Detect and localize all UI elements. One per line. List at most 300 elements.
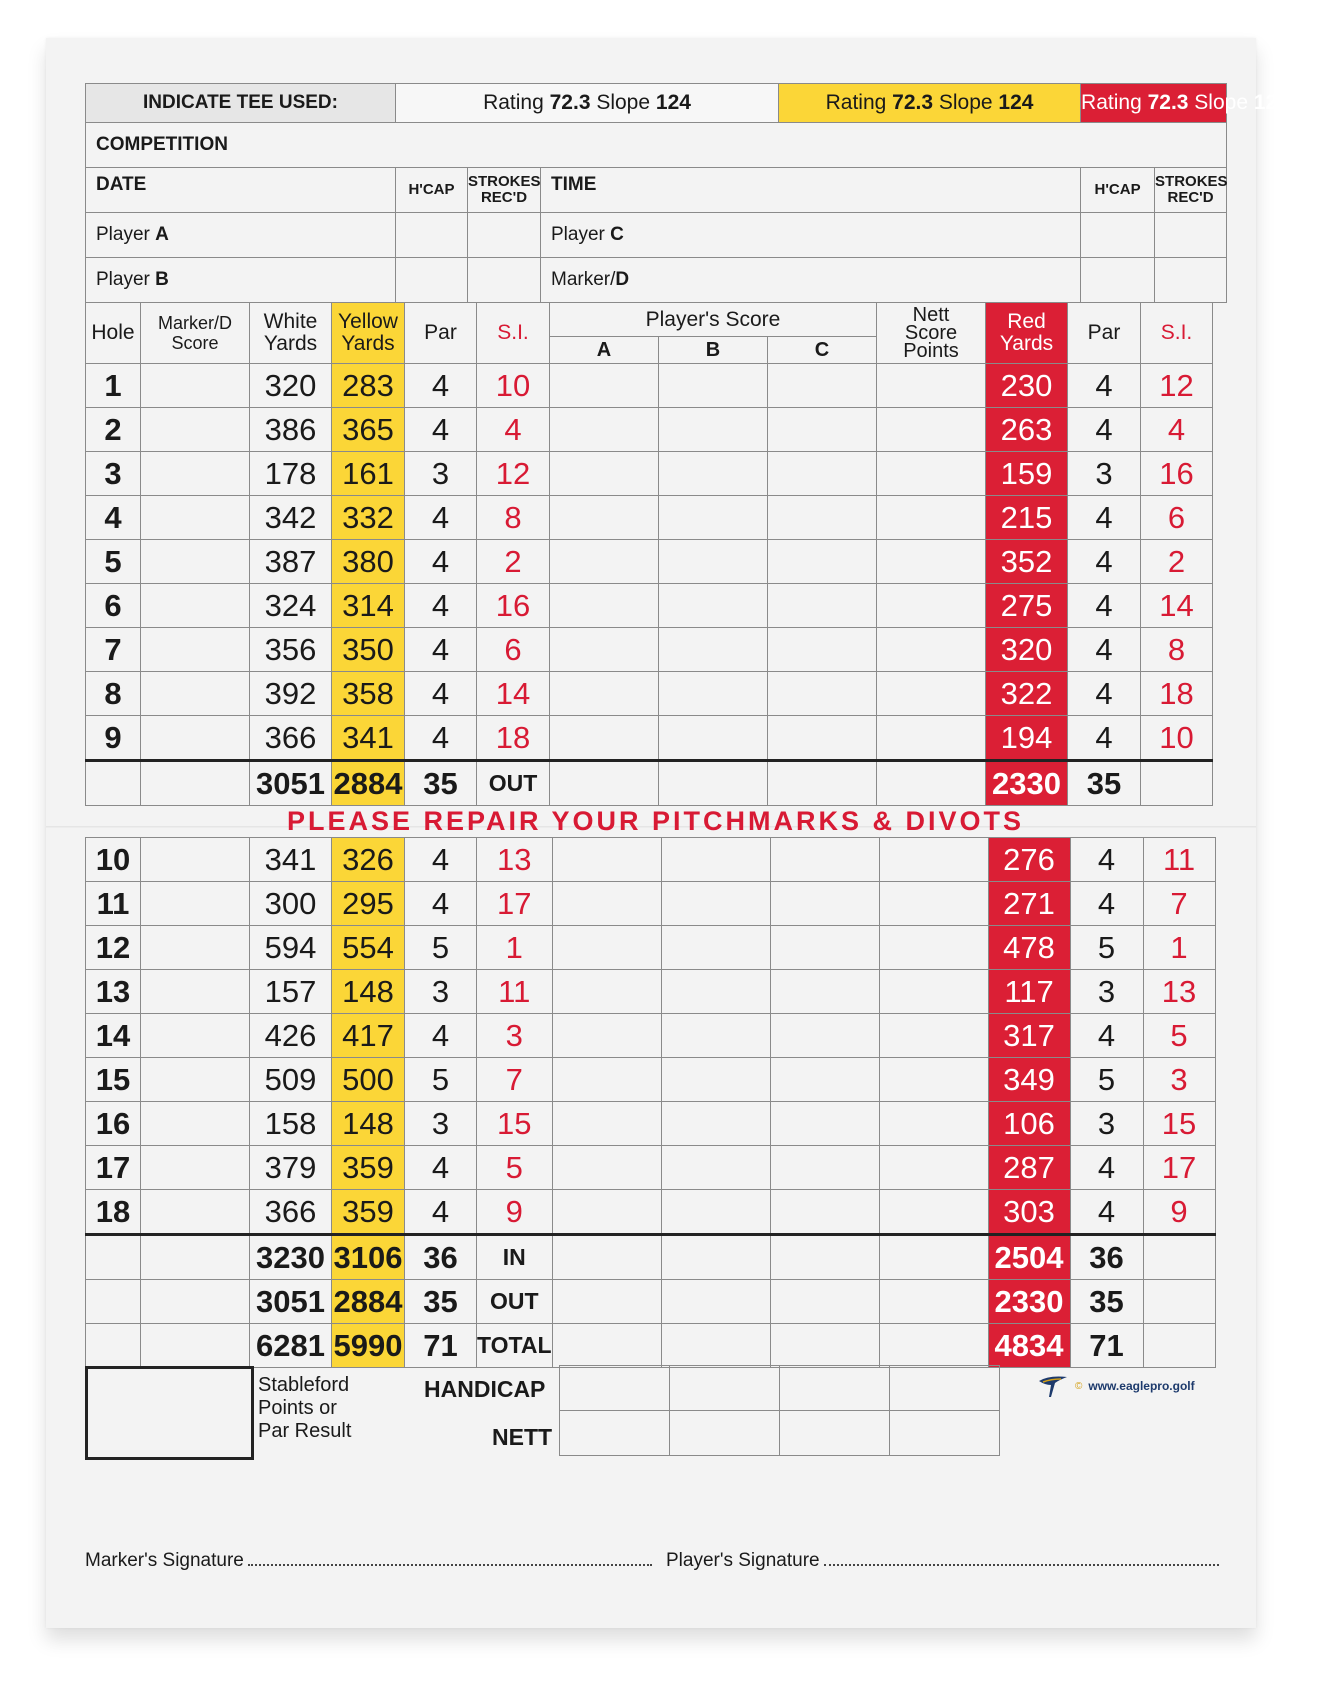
total-par: 36 <box>405 1235 477 1280</box>
nett-points-cell[interactable] <box>879 1058 988 1102</box>
white-yards: 594 <box>250 926 332 970</box>
player-word: Player <box>96 224 150 245</box>
slope-value: 124 <box>998 91 1034 114</box>
score-c-cell[interactable] <box>768 364 877 408</box>
nett-points-cell[interactable] <box>879 1146 988 1190</box>
hole-row <box>86 584 1213 628</box>
score-a-cell[interactable] <box>550 672 659 716</box>
stableford-box[interactable] <box>85 1366 254 1460</box>
red-par: 3 <box>1070 970 1143 1014</box>
nett-points-cell[interactable] <box>879 970 988 1014</box>
score-a-cell[interactable] <box>552 970 661 1014</box>
par: 5 <box>405 1058 477 1102</box>
score-a-cell[interactable] <box>550 364 659 408</box>
marker-score-cell[interactable] <box>141 1102 250 1146</box>
score-b-cell[interactable] <box>661 926 770 970</box>
red-stroke-index: 13 <box>1143 970 1215 1014</box>
marker-score-cell[interactable] <box>141 1190 250 1235</box>
nett-points-cell[interactable] <box>877 584 986 628</box>
player-c-strokes[interactable] <box>1155 213 1227 258</box>
hole-row <box>86 1190 1216 1235</box>
score-b-cell[interactable] <box>659 496 768 540</box>
score-b-cell[interactable] <box>661 1058 770 1102</box>
hcap-header-right: H'CAP <box>1081 168 1155 213</box>
white-yards: 158 <box>250 1102 332 1146</box>
stroke-index: 13 <box>477 838 553 882</box>
stroke-index: 8 <box>477 496 550 540</box>
white-yards: 366 <box>250 1190 332 1235</box>
hole-row <box>86 838 1216 882</box>
nett-points-cell[interactable] <box>877 364 986 408</box>
stroke-index: 2 <box>477 540 550 584</box>
total-score-b[interactable] <box>661 1235 770 1280</box>
nett-points-cell[interactable] <box>879 926 988 970</box>
col-par-red: Par <box>1068 303 1141 364</box>
out-marker-score[interactable] <box>141 761 250 806</box>
nett-a[interactable] <box>560 1411 670 1456</box>
hole-number: 17 <box>86 1146 141 1190</box>
col-par: Par <box>405 303 477 364</box>
front-nine-table <box>85 302 1213 806</box>
marker-score-cell[interactable] <box>141 1014 250 1058</box>
stroke-index: 5 <box>477 1146 553 1190</box>
score-c-cell[interactable] <box>770 1058 879 1102</box>
score-a-cell[interactable] <box>550 496 659 540</box>
par: 4 <box>405 628 477 672</box>
score-a-cell[interactable] <box>550 540 659 584</box>
hole-number: 12 <box>86 926 141 970</box>
yellow-yards: 380 <box>332 540 405 584</box>
date-field[interactable] <box>86 168 396 213</box>
red-yards: 230 <box>986 364 1068 408</box>
total-label: OUT <box>477 1280 553 1324</box>
red-stroke-index: 10 <box>1141 716 1213 761</box>
nett-points-cell[interactable] <box>877 716 986 761</box>
out-score-b[interactable] <box>659 761 768 806</box>
marker-signature-label: Marker's Signature <box>85 1550 244 1571</box>
stroke-index: 4 <box>477 408 550 452</box>
white-yards: 379 <box>250 1146 332 1190</box>
nett-points-cell[interactable] <box>879 838 988 882</box>
white-yards: 178 <box>250 452 332 496</box>
total-score-a[interactable] <box>552 1235 661 1280</box>
col-si: S.I. <box>477 303 550 364</box>
hole-row <box>86 926 1216 970</box>
total-marker-score[interactable] <box>141 1235 250 1280</box>
score-b-cell[interactable] <box>659 540 768 584</box>
score-b-cell[interactable] <box>661 882 770 926</box>
handicap-d[interactable] <box>890 1366 1000 1411</box>
yellow-yards: 332 <box>332 496 405 540</box>
competition-field[interactable] <box>86 123 1227 168</box>
par: 4 <box>405 584 477 628</box>
white-yards: 387 <box>250 540 332 584</box>
total-score-a[interactable] <box>552 1324 661 1368</box>
score-b-cell[interactable] <box>659 628 768 672</box>
red-stroke-index: 4 <box>1141 408 1213 452</box>
yellow-yards: 314 <box>332 584 405 628</box>
nett-points-cell[interactable] <box>877 672 986 716</box>
score-b-cell[interactable] <box>661 1014 770 1058</box>
out-score-a[interactable] <box>550 761 659 806</box>
player-c-hcap[interactable] <box>1081 213 1155 258</box>
score-c-cell[interactable] <box>770 1190 879 1235</box>
marker-score-cell[interactable] <box>141 926 250 970</box>
red-stroke-index: 3 <box>1143 1058 1215 1102</box>
score-c-cell[interactable] <box>770 882 879 926</box>
par: 4 <box>405 408 477 452</box>
total-label: TOTAL <box>477 1324 553 1368</box>
hole-number: 15 <box>86 1058 141 1102</box>
marker-score-cell[interactable] <box>141 970 250 1014</box>
hole-row <box>86 1146 1216 1190</box>
total-score-a[interactable] <box>552 1280 661 1324</box>
score-b-cell[interactable] <box>659 364 768 408</box>
score-c-cell[interactable] <box>768 496 877 540</box>
nett-points-cell[interactable] <box>879 1014 988 1058</box>
score-a-cell[interactable] <box>552 1146 661 1190</box>
marker-d-strokes[interactable] <box>1155 258 1227 303</box>
nett-c[interactable] <box>780 1411 890 1456</box>
total-red-yards: 4834 <box>988 1324 1070 1368</box>
time-field[interactable] <box>541 168 1081 213</box>
yellow-yards: 350 <box>332 628 405 672</box>
marker-score-cell[interactable] <box>141 1058 250 1102</box>
out-score-c[interactable] <box>768 761 877 806</box>
player-b-field[interactable] <box>86 258 396 303</box>
score-b-cell[interactable] <box>659 452 768 496</box>
white-yards: 157 <box>250 970 332 1014</box>
yellow-yards: 148 <box>332 1102 405 1146</box>
hole-row <box>86 452 1213 496</box>
yellow-yards: 365 <box>332 408 405 452</box>
nett-b[interactable] <box>670 1411 780 1456</box>
handicap-nett-grid <box>559 1365 1000 1456</box>
score-b-cell[interactable] <box>661 970 770 1014</box>
nett-d[interactable] <box>890 1411 1000 1456</box>
handicap-b[interactable] <box>670 1366 780 1411</box>
score-c-cell[interactable] <box>768 672 877 716</box>
marker-d-field[interactable] <box>541 258 1081 303</box>
hole-row <box>86 1058 1216 1102</box>
hole-number: 3 <box>86 452 141 496</box>
total-hole-blank <box>86 1280 141 1324</box>
score-b-cell[interactable] <box>661 1146 770 1190</box>
player-a-strokes[interactable] <box>468 213 541 258</box>
website-link[interactable]: www.eaglepro.golf <box>1088 1379 1195 1393</box>
score-c-cell[interactable] <box>768 408 877 452</box>
total-si-blank <box>1143 1235 1215 1280</box>
marker-score-cell[interactable] <box>141 716 250 761</box>
player-b-strokes[interactable] <box>468 258 541 303</box>
eagle-icon <box>1037 1373 1069 1399</box>
marker-signature-line[interactable] <box>85 1550 652 1572</box>
score-b-cell[interactable] <box>659 584 768 628</box>
white-yards: 392 <box>250 672 332 716</box>
hole-row <box>86 970 1216 1014</box>
header-table <box>85 83 1289 303</box>
total-row <box>86 1235 1216 1280</box>
score-a-cell[interactable] <box>550 584 659 628</box>
marker-score-cell[interactable] <box>141 452 250 496</box>
total-nett-points[interactable] <box>879 1324 988 1368</box>
total-yellow-yards: 3106 <box>332 1235 405 1280</box>
stroke-index: 15 <box>477 1102 553 1146</box>
red-stroke-index: 12 <box>1141 364 1213 408</box>
yellow-yards: 554 <box>332 926 405 970</box>
total-red-par: 35 <box>1070 1280 1143 1324</box>
player-c-letter: C <box>610 224 624 245</box>
eaglepro-logo[interactable] <box>1037 1373 1195 1399</box>
red-stroke-index: 18 <box>1141 672 1213 716</box>
marker-score-cell[interactable] <box>141 882 250 926</box>
white-yards: 386 <box>250 408 332 452</box>
score-a-cell[interactable] <box>552 1190 661 1235</box>
total-marker-score[interactable] <box>141 1280 250 1324</box>
stroke-index: 14 <box>477 672 550 716</box>
player-b-hcap[interactable] <box>396 258 468 303</box>
score-c-cell[interactable] <box>770 838 879 882</box>
nett-points-cell[interactable] <box>879 882 988 926</box>
score-c-cell[interactable] <box>770 1014 879 1058</box>
out-white-total: 3051 <box>250 761 332 806</box>
total-row <box>86 1280 1216 1324</box>
stroke-index: 12 <box>477 452 550 496</box>
red-stroke-index: 5 <box>1143 1014 1215 1058</box>
par: 4 <box>405 716 477 761</box>
player-b-letter: B <box>155 269 169 290</box>
nett-points-cell[interactable] <box>877 628 986 672</box>
red-par: 4 <box>1068 716 1141 761</box>
total-nett-points[interactable] <box>879 1280 988 1324</box>
score-a-cell[interactable] <box>552 1058 661 1102</box>
hole-row <box>86 882 1216 926</box>
back-nine-table <box>85 837 1216 1368</box>
red-yards: 276 <box>988 838 1070 882</box>
marker-signature-dots <box>248 1550 652 1566</box>
hole-number: 8 <box>86 672 141 716</box>
score-a-cell[interactable] <box>550 408 659 452</box>
score-c-cell[interactable] <box>768 628 877 672</box>
copyright-symbol: © <box>1075 1380 1083 1392</box>
score-c-cell[interactable] <box>770 926 879 970</box>
stroke-index: 3 <box>477 1014 553 1058</box>
red-stroke-index: 7 <box>1143 882 1215 926</box>
red-yards: 159 <box>986 452 1068 496</box>
score-b-cell[interactable] <box>661 1102 770 1146</box>
white-tee-rating[interactable] <box>396 84 779 123</box>
col-white-yards: White Yards <box>250 303 332 364</box>
score-a-cell[interactable] <box>550 628 659 672</box>
total-hole-blank <box>86 1235 141 1280</box>
nett-label: NETT <box>492 1424 553 1450</box>
total-score-c[interactable] <box>770 1324 879 1368</box>
score-a-cell[interactable] <box>550 452 659 496</box>
score-b-cell[interactable] <box>659 408 768 452</box>
stableford-label: Stableford Points or Par Result <box>258 1374 352 1442</box>
red-yards: 215 <box>986 496 1068 540</box>
total-score-c[interactable] <box>770 1280 879 1324</box>
total-red-yards: 2330 <box>988 1280 1070 1324</box>
red-yards: 275 <box>986 584 1068 628</box>
score-c-cell[interactable] <box>768 540 877 584</box>
red-yards: 322 <box>986 672 1068 716</box>
out-yellow-total: 2884 <box>332 761 405 806</box>
score-c-cell[interactable] <box>768 452 877 496</box>
red-yards: 271 <box>988 882 1070 926</box>
out-red-par-total: 35 <box>1068 761 1141 806</box>
red-yards: 320 <box>986 628 1068 672</box>
white-yards: 320 <box>250 364 332 408</box>
score-a-cell[interactable] <box>550 716 659 761</box>
marker-d-letter: D <box>615 269 630 290</box>
red-par: 4 <box>1068 584 1141 628</box>
marker-score-cell[interactable] <box>141 838 250 882</box>
hcap-header-left: H'CAP <box>396 168 468 213</box>
score-b-cell[interactable] <box>659 672 768 716</box>
handicap-label: HANDICAP <box>424 1376 546 1402</box>
hole-number: 7 <box>86 628 141 672</box>
player-a-letter: A <box>155 224 169 245</box>
red-par: 4 <box>1068 496 1141 540</box>
total-si-blank <box>1143 1324 1215 1368</box>
marker-word: Marker/ <box>551 269 616 290</box>
out-nett-points[interactable] <box>877 761 986 806</box>
marker-d-hcap[interactable] <box>1081 258 1155 303</box>
score-b-cell[interactable] <box>661 838 770 882</box>
hole-number: 16 <box>86 1102 141 1146</box>
total-par: 35 <box>405 1280 477 1324</box>
rating-word: Rating <box>825 91 893 114</box>
score-c-cell[interactable] <box>770 1146 879 1190</box>
score-c-cell[interactable] <box>768 716 877 761</box>
par: 3 <box>405 970 477 1014</box>
total-score-b[interactable] <box>661 1280 770 1324</box>
total-hole-blank <box>86 1324 141 1368</box>
total-score-c[interactable] <box>770 1235 879 1280</box>
par: 4 <box>405 540 477 584</box>
marker-score-cell[interactable] <box>141 584 250 628</box>
player-c-field[interactable] <box>541 213 1081 258</box>
score-a-cell[interactable] <box>552 926 661 970</box>
marker-score-cell[interactable] <box>141 496 250 540</box>
par: 4 <box>405 672 477 716</box>
marker-score-cell[interactable] <box>141 364 250 408</box>
nett-points-cell[interactable] <box>877 452 986 496</box>
marker-score-cell[interactable] <box>141 672 250 716</box>
hole-number: 10 <box>86 838 141 882</box>
red-yards: 349 <box>988 1058 1070 1102</box>
total-label: IN <box>477 1235 553 1280</box>
par: 4 <box>405 838 477 882</box>
total-row <box>86 1324 1216 1368</box>
player-a-hcap[interactable] <box>396 213 468 258</box>
white-yards: 356 <box>250 628 332 672</box>
nett-points-cell[interactable] <box>879 1190 988 1235</box>
col-players-score: Player's Score <box>550 303 877 337</box>
par: 4 <box>405 1014 477 1058</box>
score-a-cell[interactable] <box>552 882 661 926</box>
yellow-yards: 500 <box>332 1058 405 1102</box>
col-marker-score: Marker/D Score <box>141 303 250 364</box>
red-par: 5 <box>1070 926 1143 970</box>
marker-score-cell[interactable] <box>141 540 250 584</box>
red-yards: 352 <box>986 540 1068 584</box>
yellow-yards: 359 <box>332 1190 405 1235</box>
date-label: DATE <box>96 174 147 195</box>
hole-number: 2 <box>86 408 141 452</box>
red-stroke-index: 8 <box>1141 628 1213 672</box>
out-par-total: 35 <box>405 761 477 806</box>
marker-score-cell[interactable] <box>141 408 250 452</box>
strokes-header-left: STROKES REC'D <box>468 168 541 213</box>
red-stroke-index: 2 <box>1141 540 1213 584</box>
total-nett-points[interactable] <box>879 1235 988 1280</box>
score-a-cell[interactable] <box>552 1102 661 1146</box>
red-par: 4 <box>1068 364 1141 408</box>
slope-word: Slope <box>1188 91 1254 114</box>
hole-number: 1 <box>86 364 141 408</box>
score-b-cell[interactable] <box>661 1190 770 1235</box>
score-c-cell[interactable] <box>768 584 877 628</box>
rating-value: 72.3 <box>1147 91 1189 114</box>
stroke-index: 11 <box>477 970 553 1014</box>
score-c-cell[interactable] <box>770 1102 879 1146</box>
total-marker-score[interactable] <box>141 1324 250 1368</box>
marker-score-cell[interactable] <box>141 628 250 672</box>
nett-points-cell[interactable] <box>877 496 986 540</box>
red-yards: 194 <box>986 716 1068 761</box>
yellow-tee-rating[interactable] <box>779 84 1081 123</box>
par: 4 <box>405 1190 477 1235</box>
total-white-yards: 6281 <box>250 1324 332 1368</box>
score-a-cell[interactable] <box>552 1014 661 1058</box>
red-par: 5 <box>1070 1058 1143 1102</box>
total-score-b[interactable] <box>661 1324 770 1368</box>
par: 4 <box>405 364 477 408</box>
score-a-cell[interactable] <box>552 838 661 882</box>
hole-number: 5 <box>86 540 141 584</box>
red-par: 4 <box>1070 1146 1143 1190</box>
nett-points-cell[interactable] <box>879 1102 988 1146</box>
handicap-c[interactable] <box>780 1366 890 1411</box>
player-a-field[interactable] <box>86 213 396 258</box>
total-red-yards: 2504 <box>988 1235 1070 1280</box>
col-player-c: C <box>768 337 877 364</box>
total-white-yards: 3051 <box>250 1280 332 1324</box>
red-par: 4 <box>1068 540 1141 584</box>
stroke-index: 6 <box>477 628 550 672</box>
red-par: 3 <box>1070 1102 1143 1146</box>
red-tee-rating[interactable] <box>1081 84 1289 123</box>
player-signature-label: Player's Signature <box>666 1550 820 1571</box>
hole-row <box>86 496 1213 540</box>
nett-points-cell[interactable] <box>877 540 986 584</box>
col-nett-points: Nett Score Points <box>877 303 986 364</box>
player-signature-line[interactable] <box>666 1550 1219 1572</box>
hole-number: 18 <box>86 1190 141 1235</box>
nett-points-cell[interactable] <box>877 408 986 452</box>
yellow-yards: 359 <box>332 1146 405 1190</box>
hole-number: 9 <box>86 716 141 761</box>
stroke-index: 1 <box>477 926 553 970</box>
score-c-cell[interactable] <box>770 970 879 1014</box>
score-b-cell[interactable] <box>659 716 768 761</box>
red-par: 4 <box>1068 672 1141 716</box>
handicap-a[interactable] <box>560 1366 670 1411</box>
yellow-yards: 341 <box>332 716 405 761</box>
marker-score-cell[interactable] <box>141 1146 250 1190</box>
